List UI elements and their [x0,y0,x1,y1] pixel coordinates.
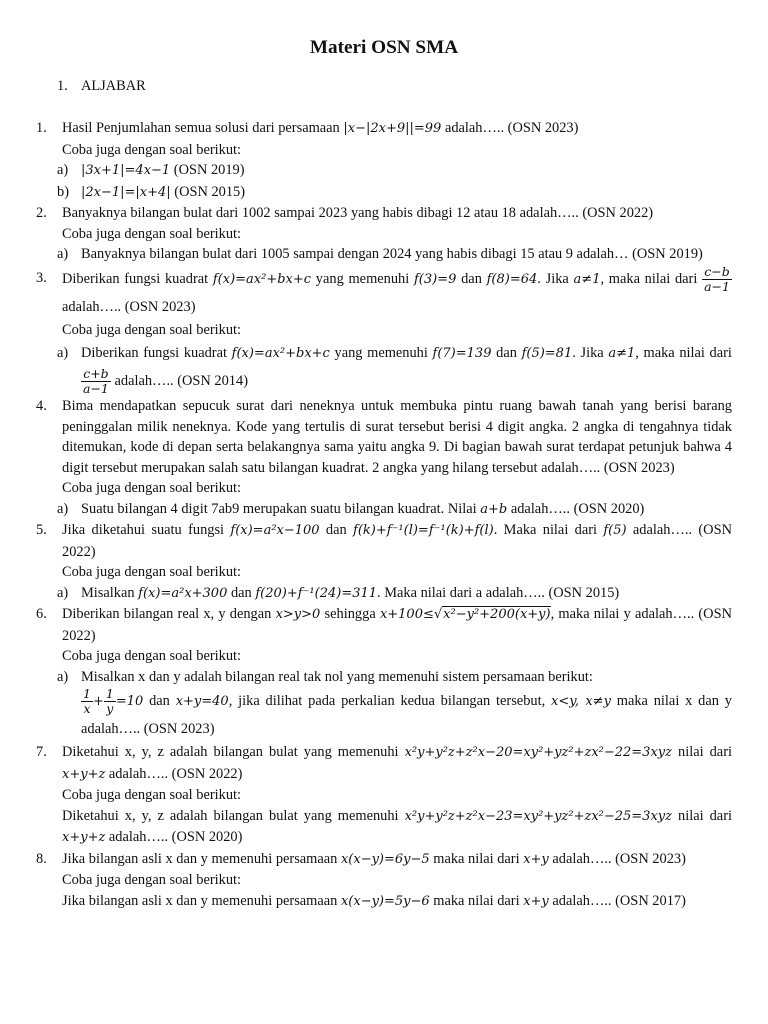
try-also-line [36,646,732,667]
sub-label: a) [57,584,69,601]
sub-label: a) [57,500,69,517]
sub-question [36,160,732,182]
math-expression: f(3)=9 [413,271,457,287]
question-text: . Maka nilai dari [493,522,598,538]
sub-text: Diberikan fungsi kuadrat [81,345,227,361]
question-text: , maka nilai dari [600,270,698,287]
question-number: 8. [36,850,47,867]
sub-text: Banyaknya bilangan bulat dari 1005 sampai dengan 2024 yang habis dibagi 15 atau 9 adalah… (OSN 2019) [81,246,703,262]
sub-question [36,340,732,396]
page-title: Materi OSN SMA [309,37,459,58]
math-expression: |x−|2x+9||=99 [343,121,442,136]
math-expression: x+y+z [62,766,106,782]
fraction-denominator: x [83,701,91,716]
question-text: adalah….. (OSN 2023) [444,120,579,136]
math-expression: x(x−y)=6y−5 [340,851,430,867]
sub-question [36,499,732,521]
sub-text: dan [496,345,517,361]
question-text: Diketahui x, y, z adalah bilangan bulat yang memenuhi [62,744,399,760]
try-also-label: Coba juga dengan soal berikut: [62,787,242,803]
math-expression: f(7)=139 [432,346,492,361]
question-text: dan [325,522,347,538]
sub-text: , maka nilai dari [635,345,732,361]
math-expression: =10 [115,693,144,709]
question-text: Jika bilangan asli x dan y memenuhi persamaan [62,850,338,867]
fraction-numerator: 1 [83,686,91,701]
question-text: Bima mendapatkan sepucuk surat dari neneknya untuk membuka pintu ruang bawah tanah yang berisi barang peninggalan milik neneknya. Kode yang tertulis di surat tersebut berisi 4 digit angka. 2 angka di tengahnya tidak ditemukan, kode di depan serta belakangnya sama yaitu angka 9. Di bagian bawah surat terdapat petunjuk bahwa 4 digit tersebut merupakan salah satu bilangan kuadrat. 2 angka yang hilang tersebut adalah….. (OSN 2023) [62,398,732,476]
try-also-label: Coba juga dengan soal berikut: [62,872,242,888]
math-expression: x²−y²+200(x+y) [443,607,551,622]
math-expression: x(x−y)=5y−6 [340,893,430,909]
math-expression: a≠1 [573,271,601,287]
question-text: yang memenuhi [315,270,410,287]
question-text: dan [461,270,482,287]
sub-question [36,182,732,204]
math-expression: x>y>0 [275,607,321,622]
try-also-line [36,478,732,499]
fraction [104,687,116,716]
math-expression: x+y [523,851,549,867]
plus-sign: + [92,693,104,709]
fraction-numerator: 1 [105,686,114,701]
question-text: adalah….. (OSN 2023) [552,850,686,867]
question-text: maka nilai dari [433,850,520,867]
section-number: 1. [57,78,68,94]
related-question [36,891,732,913]
try-also-label: Coba juga dengan soal berikut: [62,321,242,338]
try-also-label: Coba juga dengan soal berikut: [62,648,242,664]
question-number: 4. [36,398,47,414]
math-expression: f(5)=81 [521,346,573,361]
fraction-denominator: a−1 [83,381,109,396]
question-8 [36,849,732,871]
question-4 [36,396,732,478]
question-1 [36,118,732,140]
question-text: nilai dari [678,744,732,760]
math-expression: f(x)=ax²+bx+c [212,271,312,287]
math-expression: f(x)=ax²+bx+c [231,346,330,361]
question-number: 2. [36,205,47,221]
question-text: maka nilai dari [433,892,520,909]
try-also-label: Coba juga dengan soal berikut: [62,141,242,158]
try-also-line [36,562,732,583]
question-text: adalah….. (OSN 2023) [62,298,196,315]
math-expression: x²y+y²z+z²x−23=xy²+yz²+zx²−25=3xyz [404,808,672,824]
question-2 [36,203,732,224]
math-expression: f(k)+f⁻¹(l)=f⁻¹(k)+f(l) [353,523,494,538]
section-heading [57,76,146,97]
fraction [702,265,732,294]
question-text: adalah….. (OSN 2017) [552,892,686,909]
math-expression: f(5) [603,523,627,538]
sub-text: Misalkan x dan y adalah bilangan real tak nol yang memenuhi sistem persamaan berikut: [81,668,593,685]
question-text: , maka nilai y adalah….. (OSN 2022) [62,606,732,644]
sub-text: dan [149,692,170,709]
question-text: Jika diketahui suatu fungsi [62,522,225,538]
try-also-line [36,785,732,806]
try-also-label: Coba juga dengan soal berikut: [62,480,242,496]
sub-label: b) [57,183,69,200]
sub-question [36,583,732,605]
try-also-line [36,870,732,891]
question-text: Hasil Penjumlahan semua solusi dari persamaan [62,120,340,136]
try-also-label: Coba juga dengan soal berikut: [62,225,242,242]
question-number: 1. [36,120,47,136]
question-6 [36,604,732,646]
fraction [81,367,111,396]
question-number: 7. [36,744,47,760]
math-expression: x<y, x≠y [551,693,611,709]
sub-label: a) [57,668,69,685]
question-text: sehingga [324,606,376,622]
try-also-line [36,140,732,161]
question-text: Diketahui x, y, z adalah bilangan bulat yang memenuhi [62,807,399,824]
math-expression: a≠1 [608,346,636,361]
sub-label: a) [57,246,69,262]
sub-text: dan [230,584,252,601]
sqrt-symbol: √ [433,607,443,622]
sub-text: (OSN 2015) [174,183,246,200]
math-expression: x+100≤ [379,607,434,622]
sub-text: (OSN 2019) [173,162,245,178]
math-expression: f(x)=a²x−100 [230,523,320,538]
sub-text: maka nilai x dan y adalah….. (OSN 2023) [81,692,732,737]
sub-text: adalah….. (OSN 2020) [510,500,645,517]
related-question [36,806,732,849]
sub-text: , jika dilihat pada perkalian kedua bilangan tersebut, [228,692,546,709]
question-number: 3. [36,269,47,286]
question-text: adalah….. (OSN 2022) [108,765,243,782]
try-also-line [36,224,732,245]
math-expression: x²y+y²z+z²x−20=xy²+yz²+zx²−22=3xyz [404,745,672,760]
sub-text: Suatu bilangan 4 digit 7ab9 merupakan suatu bilangan kuadrat. Nilai [81,500,477,517]
question-5 [36,520,732,562]
question-text: Diberikan bilangan real x, y dengan [62,606,272,622]
sub-label: a) [57,345,69,361]
math-expression: f(8)=64 [486,271,538,287]
section-label: ALJABAR [81,78,146,94]
math-expression: x+y=40 [175,693,229,709]
question-text: Banyaknya bilangan bulat dari 1002 sampai 2023 yang habis dibagi 12 atau 18 adalah….. (OSN 2022) [62,205,654,221]
sub-question [36,667,732,688]
fraction-numerator: c−b [702,265,732,280]
math-expression: x+y+z [62,830,106,845]
fraction-denominator: a−1 [704,278,730,294]
math-expression: x+y [523,893,549,909]
question-number: 5. [36,522,47,538]
question-text: . Jika [537,270,569,287]
fraction-numerator: c+b [81,367,111,382]
math-expression: |2x−1|=|x+4| [81,184,171,200]
question-number: 6. [36,606,47,622]
sub-text: . Maka nilai dari a adalah….. (OSN 2015) [377,584,620,601]
math-expression: f(20)+f⁻¹(24)=311 [255,585,378,601]
math-expression: |3x+1|=4x−1 [81,163,171,178]
fraction [81,687,93,716]
sub-label: a) [57,162,69,178]
sub-text: Misalkan [81,584,135,601]
question-text: Jika bilangan asli x dan y memenuhi persamaan [62,892,338,909]
sub-text: . Jika [572,345,604,361]
question-text: adalah….. (OSN 2022) [62,522,732,560]
try-also-label: Coba juga dengan soal berikut: [62,564,242,580]
question-7 [36,742,732,785]
question-text: adalah….. (OSN 2020) [108,829,243,845]
math-expression: a+b [480,501,508,517]
try-also-line [36,320,732,341]
sub-text: adalah….. (OSN 2014) [114,372,248,389]
sub-question [36,244,732,265]
question-text: nilai dari [678,807,732,824]
math-expression: f(x)=a²x+300 [138,585,228,601]
question-list [36,118,732,912]
fraction-denominator: y [106,701,114,716]
question-text: Diberikan fungsi kuadrat [62,270,209,287]
sub-question-continued [36,687,732,742]
sub-text: yang memenuhi [334,345,428,361]
question-3 [36,265,732,320]
